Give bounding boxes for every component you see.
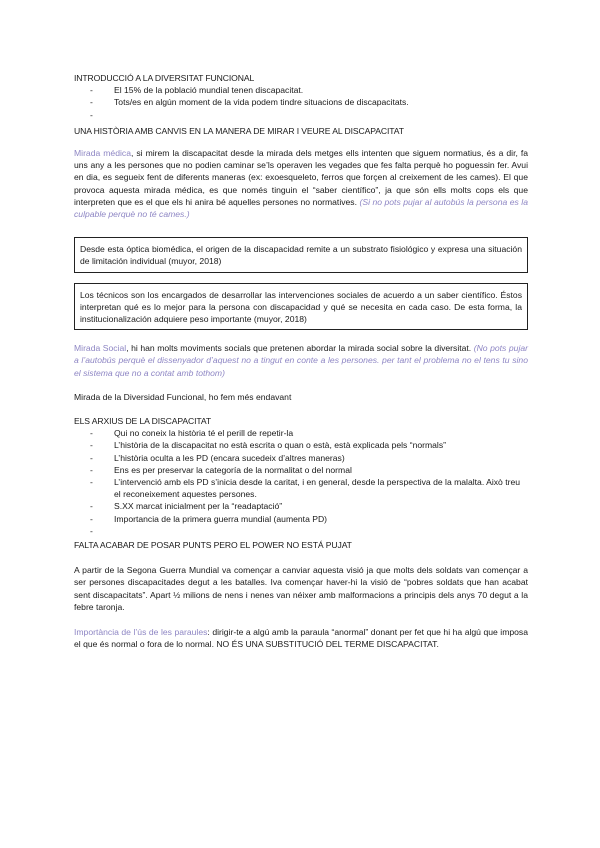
list-item: - L’història oculta a les PD (encara sucedeix d’altres maneras) (74, 452, 528, 464)
quote-box-technicians: Los técnicos son los encargados de desarrollar las intervenciones sociales de acuerdo a un saber científico. Éstos interpretan qué es lo mejor para la persona con discapacidad y qué se necesita en cada caso. De esta forma, la institucionalización adquiere peso importante (muyor, 2018) (74, 283, 528, 331)
list-item: - Tots/es en algún moment de la vida podem tindre situacions de discapacitats. (74, 96, 528, 108)
list-item: - El 15% de la població mundial tenen discapacitat. (74, 84, 528, 96)
archives-heading: ELS ARXIUS DE LA DISCAPACITAT (74, 416, 212, 427)
intro-heading: INTRODUCCIÓ A LA DIVERSITAT FUNCIONAL (74, 73, 255, 83)
list-item: - Qui no coneix la història té el perill de repetir-la (74, 427, 528, 439)
social-text: , hi han molts moviments socials que pretenen abordar la mirada social sobre la diversitat. (126, 343, 474, 354)
social-paragraph (74, 342, 528, 379)
medical-text: , si mirem la discapacitat desde la mirada dels metges ells intenten que siguem normatius, és a dir, fa uns any a les persones que no podien caminar se’ls operaven les vegades que fes falta perquè ho poguessin fer. Avui en dia, es segueix fent de diferents maneras (ex: exoesqueleto, ferros que forçen al creixement de les cames). El que provoca aquesta mirada médica, es que només tinguin el “saber científico”, ja que són ells molts cops els que interpreten que es el que els hi anira bé aquelles persones no normatives. (74, 148, 529, 207)
list-item: - L’història de la discapacitat no està escrita o quan o està, està explicada pels “normals” (74, 439, 528, 451)
medical-note: (Si no pots pujar al autobús la persona es la culpable perquè no té cames.) (74, 196, 528, 220)
words-text: : dirigir-te a algú amb la paraula “anormal” donant per fet que hi ha algú que imposa el que és normal o fora de lo normal. NO ÉS UNA SUBSTITUCIÓ DEL TERME DISCAPACITAT. (74, 627, 528, 650)
war-paragraph: A partir de la Segona Guerra Mundial va començar a canviar aquesta visió ja que molts dels soldats van començar a ser persones discapacitades degut a les batalles. Iva començar haver-hi la visió de “pobres soldats que han acabat sent discapacitats”. Apart ½ milions de nens i nenes van néixer amb malformacions a principis dels anys 70 degut a la febre taronja. (74, 565, 528, 612)
medical-paragraph (74, 147, 528, 220)
list-item: - L’intervenció amb els PD s’inicia desde la caritat, i en general, desde la perspectiva de la malalta. Això treu el reconeixement aquestes persones. (74, 476, 528, 500)
medical-label: Mirada médica (74, 148, 131, 158)
document-page (74, 72, 528, 650)
list-item: - Importancia de la primera guerra mundial (aumenta PD) (74, 513, 528, 525)
history-heading: UNA HISTÒRIA AMB CANVIS EN LA MANERA DE MIRAR I VEURE AL DISCAPACITAT (74, 125, 404, 136)
intro-list (74, 84, 528, 121)
list-item (74, 109, 528, 121)
social-label: Mirada Social (74, 343, 127, 354)
archives-list (74, 427, 528, 537)
missing-note: FALTA ACABAR DE POSAR PUNTS PERO EL POWER NO ESTÁ PUJAT (74, 540, 352, 551)
list-item: - S.XX marcat inicialment per la “readaptació” (74, 500, 528, 512)
list-item (74, 525, 528, 537)
functional-diversity-line: Mirada de la Diversidad Funcional, ho fem més endavant (74, 391, 292, 402)
social-note: (No pots pujar a l’autobús perquè el dissenyador d’aquest no a tingut en conte a les persones. per tant el problema no el tens tu sino el sistema que no a contat amb tothom) (74, 343, 528, 378)
quote-box-biomedical: Desde esta óptica biomédica, el origen de la discapacidad remite a un substrato fisiológico y expresa una situación de limitación individual (muyor, 2018) (74, 237, 528, 272)
words-label: Importància de l’ús de les paraules (74, 627, 208, 638)
list-item: - Ens es per preservar la categoría de la normalitat o del normal (74, 464, 528, 476)
words-paragraph (74, 626, 528, 650)
